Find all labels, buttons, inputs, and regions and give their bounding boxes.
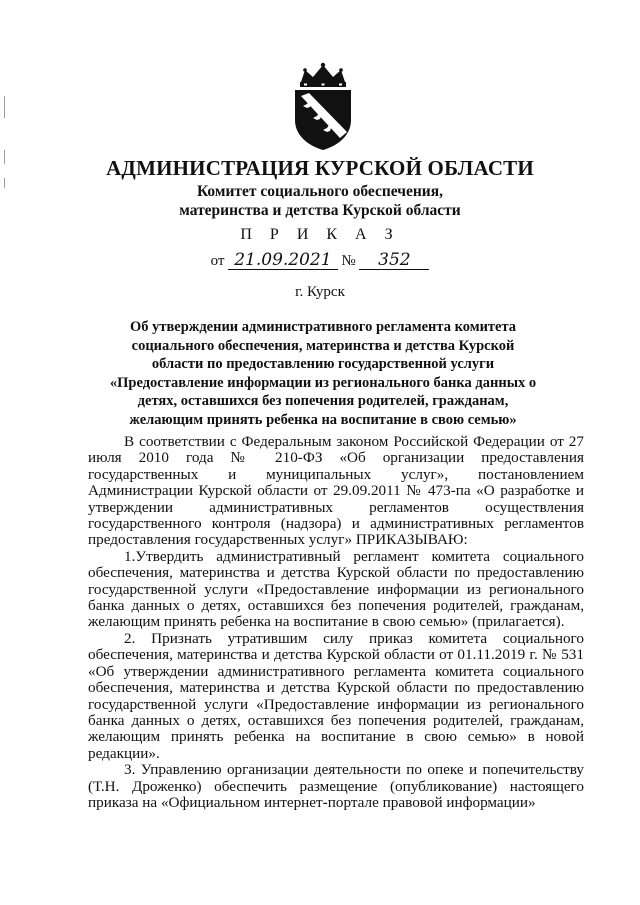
committee-line: материнства и детства Курской области bbox=[179, 202, 461, 219]
order-date: 21.09.2021 bbox=[228, 251, 337, 270]
number-prefix: № bbox=[341, 253, 356, 269]
order-date-number-line bbox=[0, 251, 640, 270]
body-paragraph: 3. Управлению организации деятельности по опеке и попечительству (Т.Н. Дроженко) обеспечить размещение (опубликование) настоящего приказа на «Официальном интернет-портале правовой информации» bbox=[88, 761, 584, 811]
body-paragraph: 1.Утвердить административный регламент комитета социального обеспечения, материнства и детства Курской области по предоставлению государственной услуги «Предоставление информации из регионального банка данных о детях, оставшихся без попечения родителей, гражданам, желающим принять ребенка на воспитание в свою семью» (прилагается). bbox=[88, 547, 584, 631]
committee-line: Комитет социального обеспечения, bbox=[196, 183, 444, 200]
order-body bbox=[88, 434, 584, 811]
body-paragraph: В соответствии с Федеральным законом Российской Федерации от 27 июля 2010 года № 210-ФЗ «Об организации предоставления государственных и муниципальных услуг», постановлением Администрации Курской области от 29.09.2011 № 473-па «О разработке и утверждении административных регламентов осуществления государственного контроля (надзора) и административных регламентов предоставления государственных услуг» ПРИКАЗЫВАЮ: bbox=[88, 433, 584, 549]
order-subject: Об утверждении административного регламента комитета социального обеспечения, материнства и детства Курской области по предоставлению государственной услуги «Предоставление информации из регионального банка данных о детях, оставшихся без попечения родителей, гражданам, желающим принять ребенка на воспитание в свою семью» bbox=[109, 319, 537, 428]
scan-edge-mark bbox=[4, 96, 5, 118]
kursk-coat-of-arms-icon bbox=[287, 62, 359, 152]
committee-name bbox=[0, 182, 640, 220]
body-paragraph: 2. Признать утратившим силу приказ комитета социального обеспечения, материнства и детства Курской области от 01.11.2019 г. № 531 «Об утверждении административного регламента комитета социального обеспечения, материнства и детства Курской области по предоставлению государственной услуги «Предоставление информации из регионального банка данных о детях, оставшихся без попечения родителей, гражданам, желающим принять ребенка на воспитание в свою семью» в новой редакции». bbox=[88, 629, 584, 762]
date-prefix: от bbox=[210, 253, 225, 269]
order-title: П Р И К А З bbox=[240, 226, 400, 243]
administration-title: АДМИНИСТРАЦИЯ КУРСКОЙ ОБЛАСТИ bbox=[106, 156, 534, 180]
order-city: г. Курск bbox=[295, 284, 345, 300]
order-number: 352 bbox=[359, 251, 429, 270]
